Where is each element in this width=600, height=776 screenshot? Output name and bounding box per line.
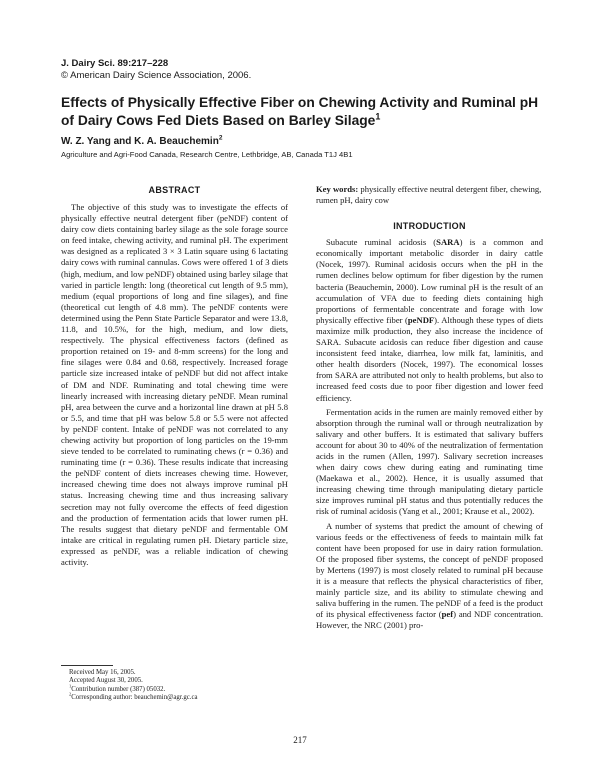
paper-title bbox=[61, 94, 541, 130]
abstract-heading: ABSTRACT bbox=[148, 185, 201, 195]
author-footnote-marker: 2 bbox=[218, 134, 223, 142]
title-footnote-marker: 1 bbox=[375, 111, 381, 122]
intro-p1-text-1: Subacute ruminal acidosis ( bbox=[326, 237, 437, 248]
page-number: 217 bbox=[293, 735, 307, 745]
footnote-contribution-text: Contribution number (387) 05032. bbox=[71, 685, 166, 693]
abstract-text: The objective of this study was to investigate the effects of physically effective neutral detergent fiber (peNDF) content of dairy cow diets containing barley silage as the sole forage source on feed intake, chewing activity, and ruminal pH. The experiment was designed as a replicated 3 × 3 Latin square using 6 lactating dairy cows with ruminal cannulas. Cows were offered 1 of 3 diets (high, medium, and low peNDF) obtained using barley silage that varied in particle length: long (theoretical cut length of 9.5 mm), medium (equal proportions of long and fine silages), and fine (theoretical cut length of 4.8 mm). The peNDF contents were determined using the Penn State Particle Separator and were 13.8, 11.8, and 10.5%, for the high, medium, and low diets, respectively. The physical effectiveness factors (defined as proportion retained on 19- and 8-mm screens) for the long and fine silages were 0.84 and 0.68, respectively. Increased forage particle size increased intake of peNDF but did not affect intake of DM and NDF. Ruminating and total chewing time were linearly increased with increasing dietary peNDF. Mean ruminal pH, area between the curve and a horizontal line drawn at pH 5.8 or 5.5, and time that pH was below 5.8 or 5.5 were not affected by peNDF content. Intake of peNDF was not correlated to any chewing activity but proportion of long particles on the 19-mm sieve tended to be correlated to ruminating chews (r = 0.36) and ruminating time (r = 0.36). These results indicate that increasing the peNDF content of diets increases chewing time. However, increased chewing time does not always improve ruminal pH status. Increasing chewing time and thus increasing salivary secretion may not fully overcome the effects of feed digestion and the production of fermentation acids that lower rumen pH. The results suggest that dietary peNDF and fermentable OM intake are critical in regulating rumen pH. Dietary particle size, expressed as peNDF, was a reliable indication of chewing activity. bbox=[61, 202, 288, 567]
keywords bbox=[316, 184, 543, 206]
footnotes bbox=[61, 669, 288, 703]
paper-title-text: Effects of Physically Effective Fiber on Chewing Activity and Ruminal pH of Dairy Cows Fed Diets Based on Barley Silage bbox=[61, 95, 539, 128]
footnote-contribution bbox=[61, 683, 288, 694]
intro-p1-text-2: ) is a common and economically important metabolic disorder in dairy cattle (Nocek, 1997). Ruminal acidosis occurs when the pH in the rumen declines below optimum for fiber digestion by the rumen bacteria (Beauchemin, 2000). Low ruminal pH is the result of an accumulation of VFA due to feeding diets containing high proportions of fermentable concentrate and forage with low physically effective fiber ( bbox=[316, 237, 543, 325]
abbrev-pef: pef bbox=[441, 609, 454, 620]
left-column bbox=[61, 184, 288, 568]
right-column bbox=[316, 184, 543, 631]
footnote-accepted: Accepted August 30, 2005. bbox=[69, 677, 143, 685]
author-affiliation: Agriculture and Agri-Food Canada, Research Centre, Lethbridge, AB, Canada T1J 4B1 bbox=[61, 150, 353, 159]
keywords-text: physically effective neutral detergent fiber, chewing, rumen pH, dairy cow bbox=[316, 184, 542, 206]
footnote-marker-1: 1 bbox=[69, 683, 72, 689]
copyright-line: © American Dairy Science Association, 2006. bbox=[61, 70, 252, 81]
introduction-heading: INTRODUCTION bbox=[393, 221, 466, 232]
footnote-corresponding-text: Corresponding author: beauchemin@agr.gc.ca bbox=[71, 694, 198, 702]
intro-p3-text-1: A number of systems that predict the amount of chewing of various feeds or the effectiveness of feeds to maintain milk fat content have been proposed for use in dairy ration formulation. Of the proposed fiber systems, the concept of peNDF proposed by Mertens (1997) is most closely related to ruminal pH because it is a measure that reflects the physical characteristics of fiber, mainly particle size, and its ability to stimulate chewing and saliva buffering in the rumen. The peNDF of a feed is the product of its physical effectiveness factor ( bbox=[316, 520, 543, 620]
author-list bbox=[61, 136, 222, 148]
footnote-corresponding-author bbox=[61, 691, 288, 702]
abbrev-sara: SARA bbox=[436, 237, 460, 248]
journal-citation: J. Dairy Sci. 89:217–228 bbox=[61, 58, 169, 69]
author-names: W. Z. Yang and K. A. Beauchemin bbox=[61, 136, 219, 147]
abbrev-pendf: peNDF bbox=[407, 314, 435, 325]
footnote-marker-2: 2 bbox=[69, 691, 72, 697]
keywords-label: Key words: bbox=[316, 184, 359, 194]
footnote-divider bbox=[61, 665, 113, 666]
introduction-paragraph-1 bbox=[316, 237, 543, 403]
introduction-paragraph-2: Fermentation acids in the rumen are mainly removed either by absorption through the ruminal wall or through neutralization by salivary and other buffers. It is estimated that salivary buffers account for about 30 to 40% of the neutralization of fermentation acids in the rumen (Allen, 1997). Salivary secretion increases when dairy cows chew during eating and ruminating time (Maekawa et al., 2002). Hence, it is usually assumed that increasing chewing time through manipulating dietary particle size improves ruminal pH status and thus potentially reduces the risk of ruminal acidosis (Yang et al., 2001; Krause et al., 2002). bbox=[316, 406, 543, 517]
introduction-paragraph-3 bbox=[316, 521, 543, 632]
footnote-received: Received May 16, 2005. bbox=[69, 669, 136, 676]
intro-p1-text-3: ). Although these types of diets maximize milk production, they also increase the incidence of SARA. Subacute acidosis can reduce fiber digestion and cause inconsistent feed intake, diarrhea, low milk fat, laminitis, and other health disorders (Nocek, 1997). The economical losses from SARA are attributed not only to health problems, but also to increased feed costs due to poor fiber digestion and lower feed efficiency. bbox=[316, 314, 543, 403]
intro-p3-text-2: ) and NDF concentration. However, the NRC (2001) pro- bbox=[316, 609, 543, 631]
